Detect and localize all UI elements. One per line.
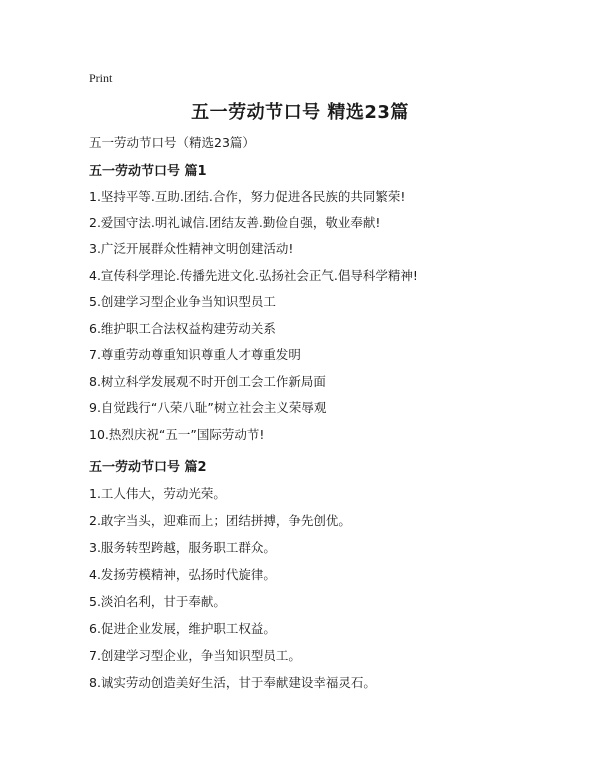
slogan-line: 8.诚实劳动创造美好生活，甘于奉献建设幸福灵石。	[89, 675, 376, 690]
slogan-line: 2.敢字当头，迎难而上；团结拼搏，争先创优。	[89, 513, 351, 528]
slogan-line: 2.爱国守法.明礼诚信.团结友善.勤俭自强，敬业奉献!	[89, 215, 381, 230]
slogan-line: 4.发扬劳模精神，弘扬时代旋律。	[89, 567, 276, 582]
slogan-line: 3.服务转型跨越，服务职工群众。	[89, 540, 276, 555]
slogan-line: 8.树立科学发展观不时开创工会工作新局面	[89, 374, 326, 389]
slogan-line: 5.创建学习型企业争当知识型员工	[89, 294, 276, 309]
slogan-line: 10.热烈庆祝“五一”国际劳动节!	[89, 427, 265, 442]
print-label: Print	[89, 71, 113, 85]
section-heading-2: 五一劳动节口号 篇2	[89, 460, 207, 475]
slogan-line: 7.尊重劳动尊重知识尊重人才尊重发明	[89, 347, 301, 362]
slogan-line: 5.淡泊名利，甘于奉献。	[89, 594, 226, 609]
document-title: 五一劳动节口号 精选23篇	[191, 102, 409, 123]
slogan-line: 9.自觉践行“八荣八耻”树立社会主义荣辱观	[89, 400, 327, 415]
slogan-line: 4.宣传科学理论.传播先进文化.弘扬社会正气.倡导科学精神!	[89, 268, 418, 283]
slogan-line: 7.创建学习型企业，争当知识型员工。	[89, 648, 301, 663]
slogan-line: 6.维护职工合法权益构建劳动关系	[89, 321, 276, 336]
slogan-line: 3.广泛开展群众性精神文明创建活动!	[89, 241, 294, 256]
section-heading-1: 五一劳动节口号 篇1	[89, 164, 207, 179]
slogan-line: 1.工人伟大，劳动光荣。	[89, 486, 226, 501]
slogan-line: 6.促进企业发展，维护职工权益。	[89, 621, 276, 636]
document-subtitle: 五一劳动节口号（精选23篇）	[89, 135, 255, 150]
slogan-line: 1.坚持平等.互助.团结.合作，努力促进各民族的共同繁荣!	[89, 189, 406, 204]
